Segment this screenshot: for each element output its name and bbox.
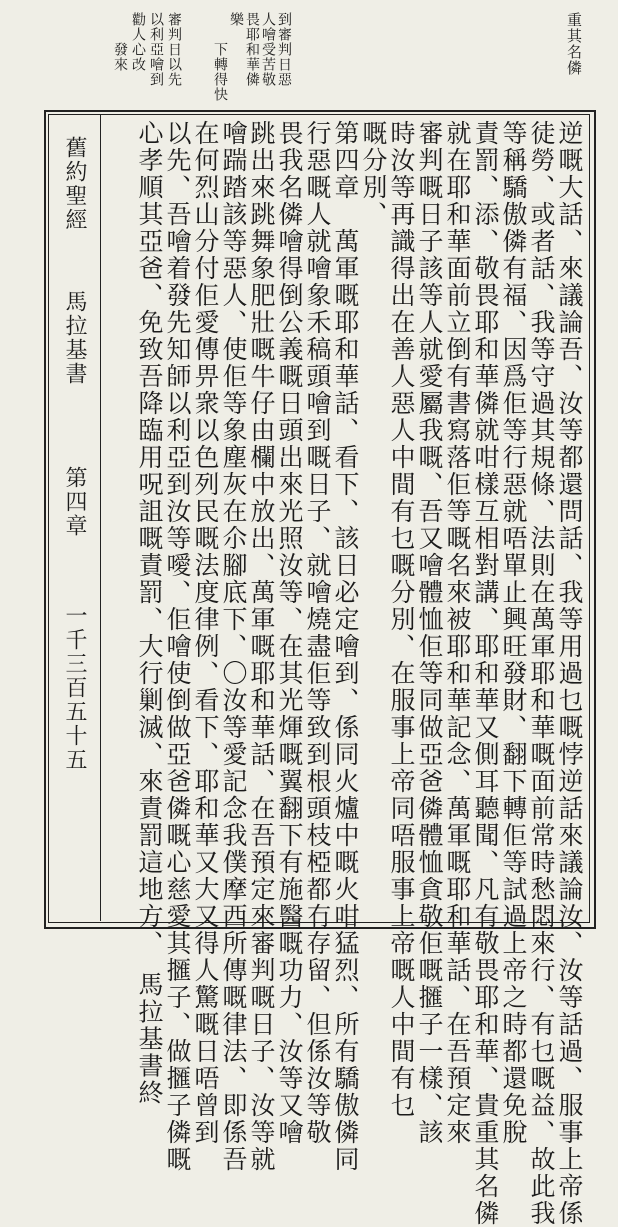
book-title: 舊約聖經 <box>62 136 87 232</box>
text-column: 畏我名僯噲得倒公義嘅日頭出來光照汝等、在其光煇嘅翼翻下有施醫嘅功力、汝等又噲 <box>275 120 304 1146</box>
text-column: 責罰、添、敬畏耶和華僯就咁樣互相對講、耶和華又側耳聽聞、凡有敬畏耶和華、貴重其名僯 <box>471 120 500 1227</box>
margin-note: 人噲受苦敬 <box>260 12 276 87</box>
book-name: 馬拉基書 <box>62 290 87 386</box>
text-column: 徒勞、或者話、我等守過其規條、法則在萬軍耶和華嘅面前常時愁悶來行、有乜嘅益、故此我 <box>527 120 556 1227</box>
margin-note: 審判日以先 <box>166 12 182 87</box>
header-divider <box>100 114 101 921</box>
margin-note: 樂 <box>228 12 244 27</box>
text-column: 等稱驕傲僯有福、因爲佢等行惡就唔單止興旺發財、翻下轉佢等試過上帝之時都還免脫 <box>499 120 528 1146</box>
margin-note: 以利亞噲到 <box>148 12 164 87</box>
text-column: 心孝順其亞爸、免致吾降臨用呪詛嘅責罰、大行剿滅、來責罰這地方、 馬拉基書終 <box>135 120 164 1107</box>
text-column: 行惡嘅人就噲象禾稿頭噲到嘅日子、就噲燒盡佢等致到根頭枝椏都冇存留、但係汝等敬 <box>303 120 332 1146</box>
text-column: 審判嘅日子該等人就愛屬我嘅、吾又噲體恤佢等同做亞爸僯體恤貪敬佢嘅擓子一樣、該 <box>415 120 444 1146</box>
margin-note: 勸人心改 <box>130 12 146 72</box>
text-column: 逆嘅大話、來議論吾、汝等都還問話、我等用過乜嘅悖逆話來議論汝、汝等話過、服事上帝係 <box>555 120 584 1227</box>
margin-note: 下轉得快 <box>212 42 228 102</box>
chapter-heading-column: 第四章 萬軍嘅耶和華話、看下、該日必定噲到、係同火爐中嘅火咁猛烈、所有驕傲僯同 <box>331 120 360 1173</box>
page-number: 一千三百五十五 <box>62 604 87 772</box>
running-head: 重其名僯 <box>565 12 583 76</box>
chapter-label: 第四章 <box>62 466 87 538</box>
margin-note: 發來 <box>112 42 128 72</box>
text-column: 嘅分別、 <box>359 120 388 228</box>
text-column: 在何烈山分付佢愛傳畀衆以色列民嘅法度律例、看下、耶和華又大又得人驚嘅日唔曾到 <box>191 120 220 1146</box>
text-column: 以先、吾噲着發先知師以利亞到汝等噯、佢噲使倒做亞爸僯嘅心慈愛其擓子、做擓子僯嘅 <box>163 120 192 1173</box>
text-column: 時汝等再識得出在善人惡人中間有乜嘅分別、在服事上帝同唔服事上帝嘅人中間有乜 <box>387 120 416 1119</box>
text-column: 噲踹踏該等惡人、使佢等象塵灰在尒腳底下、〇汝等愛記念我僕摩西所傳嘅律法、即係吾 <box>219 120 248 1173</box>
text-column: 就在耶和華面前立倒有書寫落佢等嘅名來被耶和華記念、萬軍嘅耶和華話、在吾預定來 <box>443 120 472 1146</box>
margin-note: 到審判日惡 <box>276 12 292 87</box>
margin-note: 畏耶和華僯 <box>244 12 260 87</box>
text-column: 跳出來跳舞象肥壯嘅牛仔由欄中放出、萬軍嘅耶和華話、在吾預定來審判嘅日子、汝等就 <box>247 120 276 1173</box>
